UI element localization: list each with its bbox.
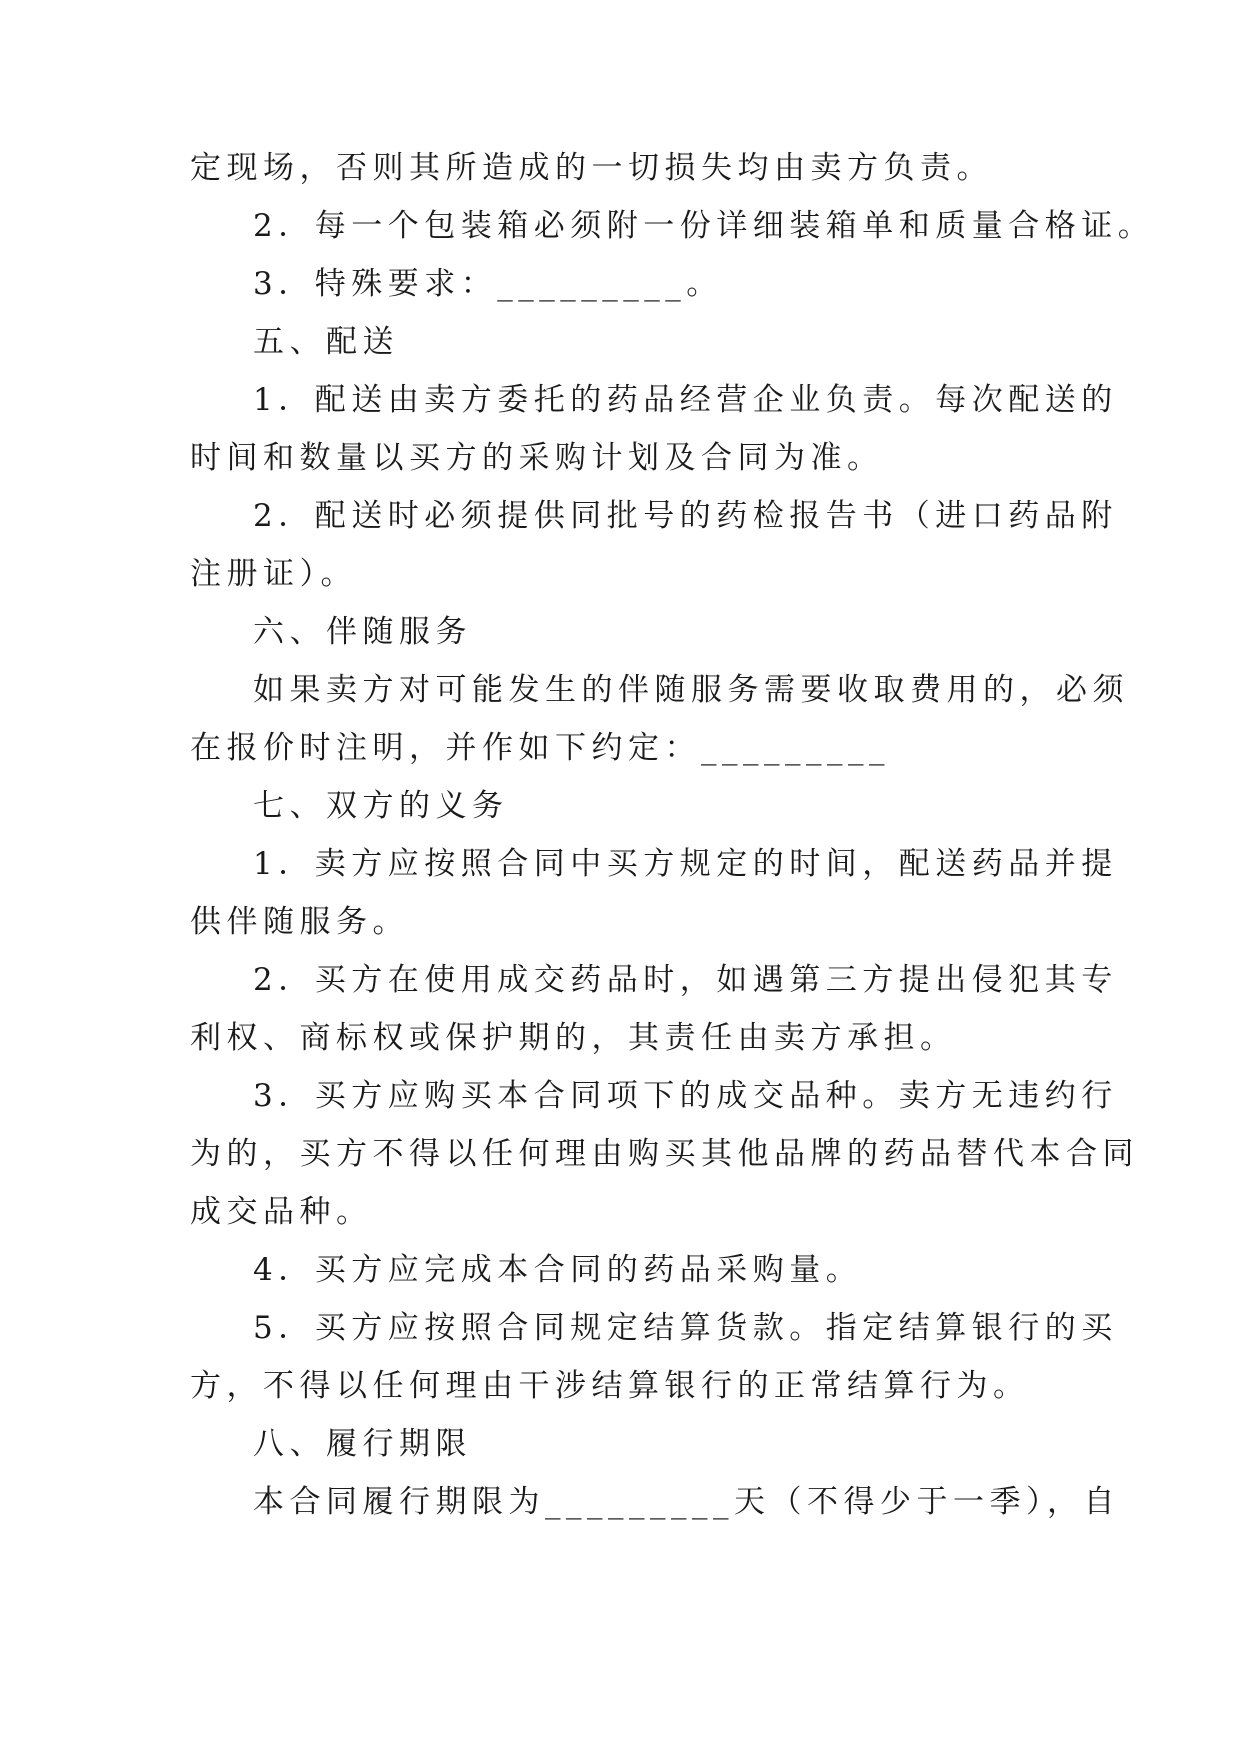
text-line: 在报价时注明，并作如下约定：_________	[190, 730, 890, 766]
text-line: 注册证）。	[190, 556, 357, 592]
text-line: 供伴随服务。	[190, 904, 409, 940]
text-line: 2．买方在使用成交药品时，如遇第三方提出侵犯其专	[253, 962, 1118, 998]
text-line: 时间和数量以买方的采购计划及合同为准。	[190, 440, 884, 476]
text-line: 为的，买方不得以任何理由购买其他品牌的药品替代本合同	[190, 1136, 1139, 1172]
text-line: 2．配送时必须提供同批号的药检报告书（进口药品附	[253, 498, 1118, 534]
text-line: 定现场，否则其所造成的一切损失均由卖方负责。	[190, 150, 993, 186]
section-heading: 五、配送	[253, 324, 399, 360]
text-line: 3．买方应购买本合同项下的成交品种。卖方无违约行	[253, 1078, 1118, 1114]
section-heading: 六、伴随服务	[253, 614, 472, 650]
text-line: 成交品种。	[190, 1194, 373, 1230]
text-line: 如果卖方对可能发生的伴随服务需要收取费用的，必须	[253, 672, 1129, 708]
text-line: 本合同履行期限为_________天（不得少于一季），自	[253, 1484, 1120, 1520]
text-line: 2．每一个包装箱必须附一份详细装箱单和质量合格证。	[253, 208, 1155, 244]
section-heading: 七、双方的义务	[253, 788, 509, 824]
text-line: 4．买方应完成本合同的药品采购量。	[253, 1252, 863, 1288]
text-line: 方，不得以任何理由干涉结算银行的正常结算行为。	[190, 1368, 1030, 1404]
text-line: 3．特殊要求：_________。	[253, 266, 723, 302]
section-heading: 八、履行期限	[253, 1426, 472, 1462]
text-line: 5．买方应按照合同规定结算货款。指定结算银行的买	[253, 1310, 1118, 1346]
text-line: 1．卖方应按照合同中买方规定的时间，配送药品并提	[253, 846, 1118, 882]
text-line: 1．配送由卖方委托的药品经营企业负责。每次配送的	[253, 382, 1118, 418]
text-line: 利权、商标权或保护期的，其责任由卖方承担。	[190, 1020, 957, 1056]
